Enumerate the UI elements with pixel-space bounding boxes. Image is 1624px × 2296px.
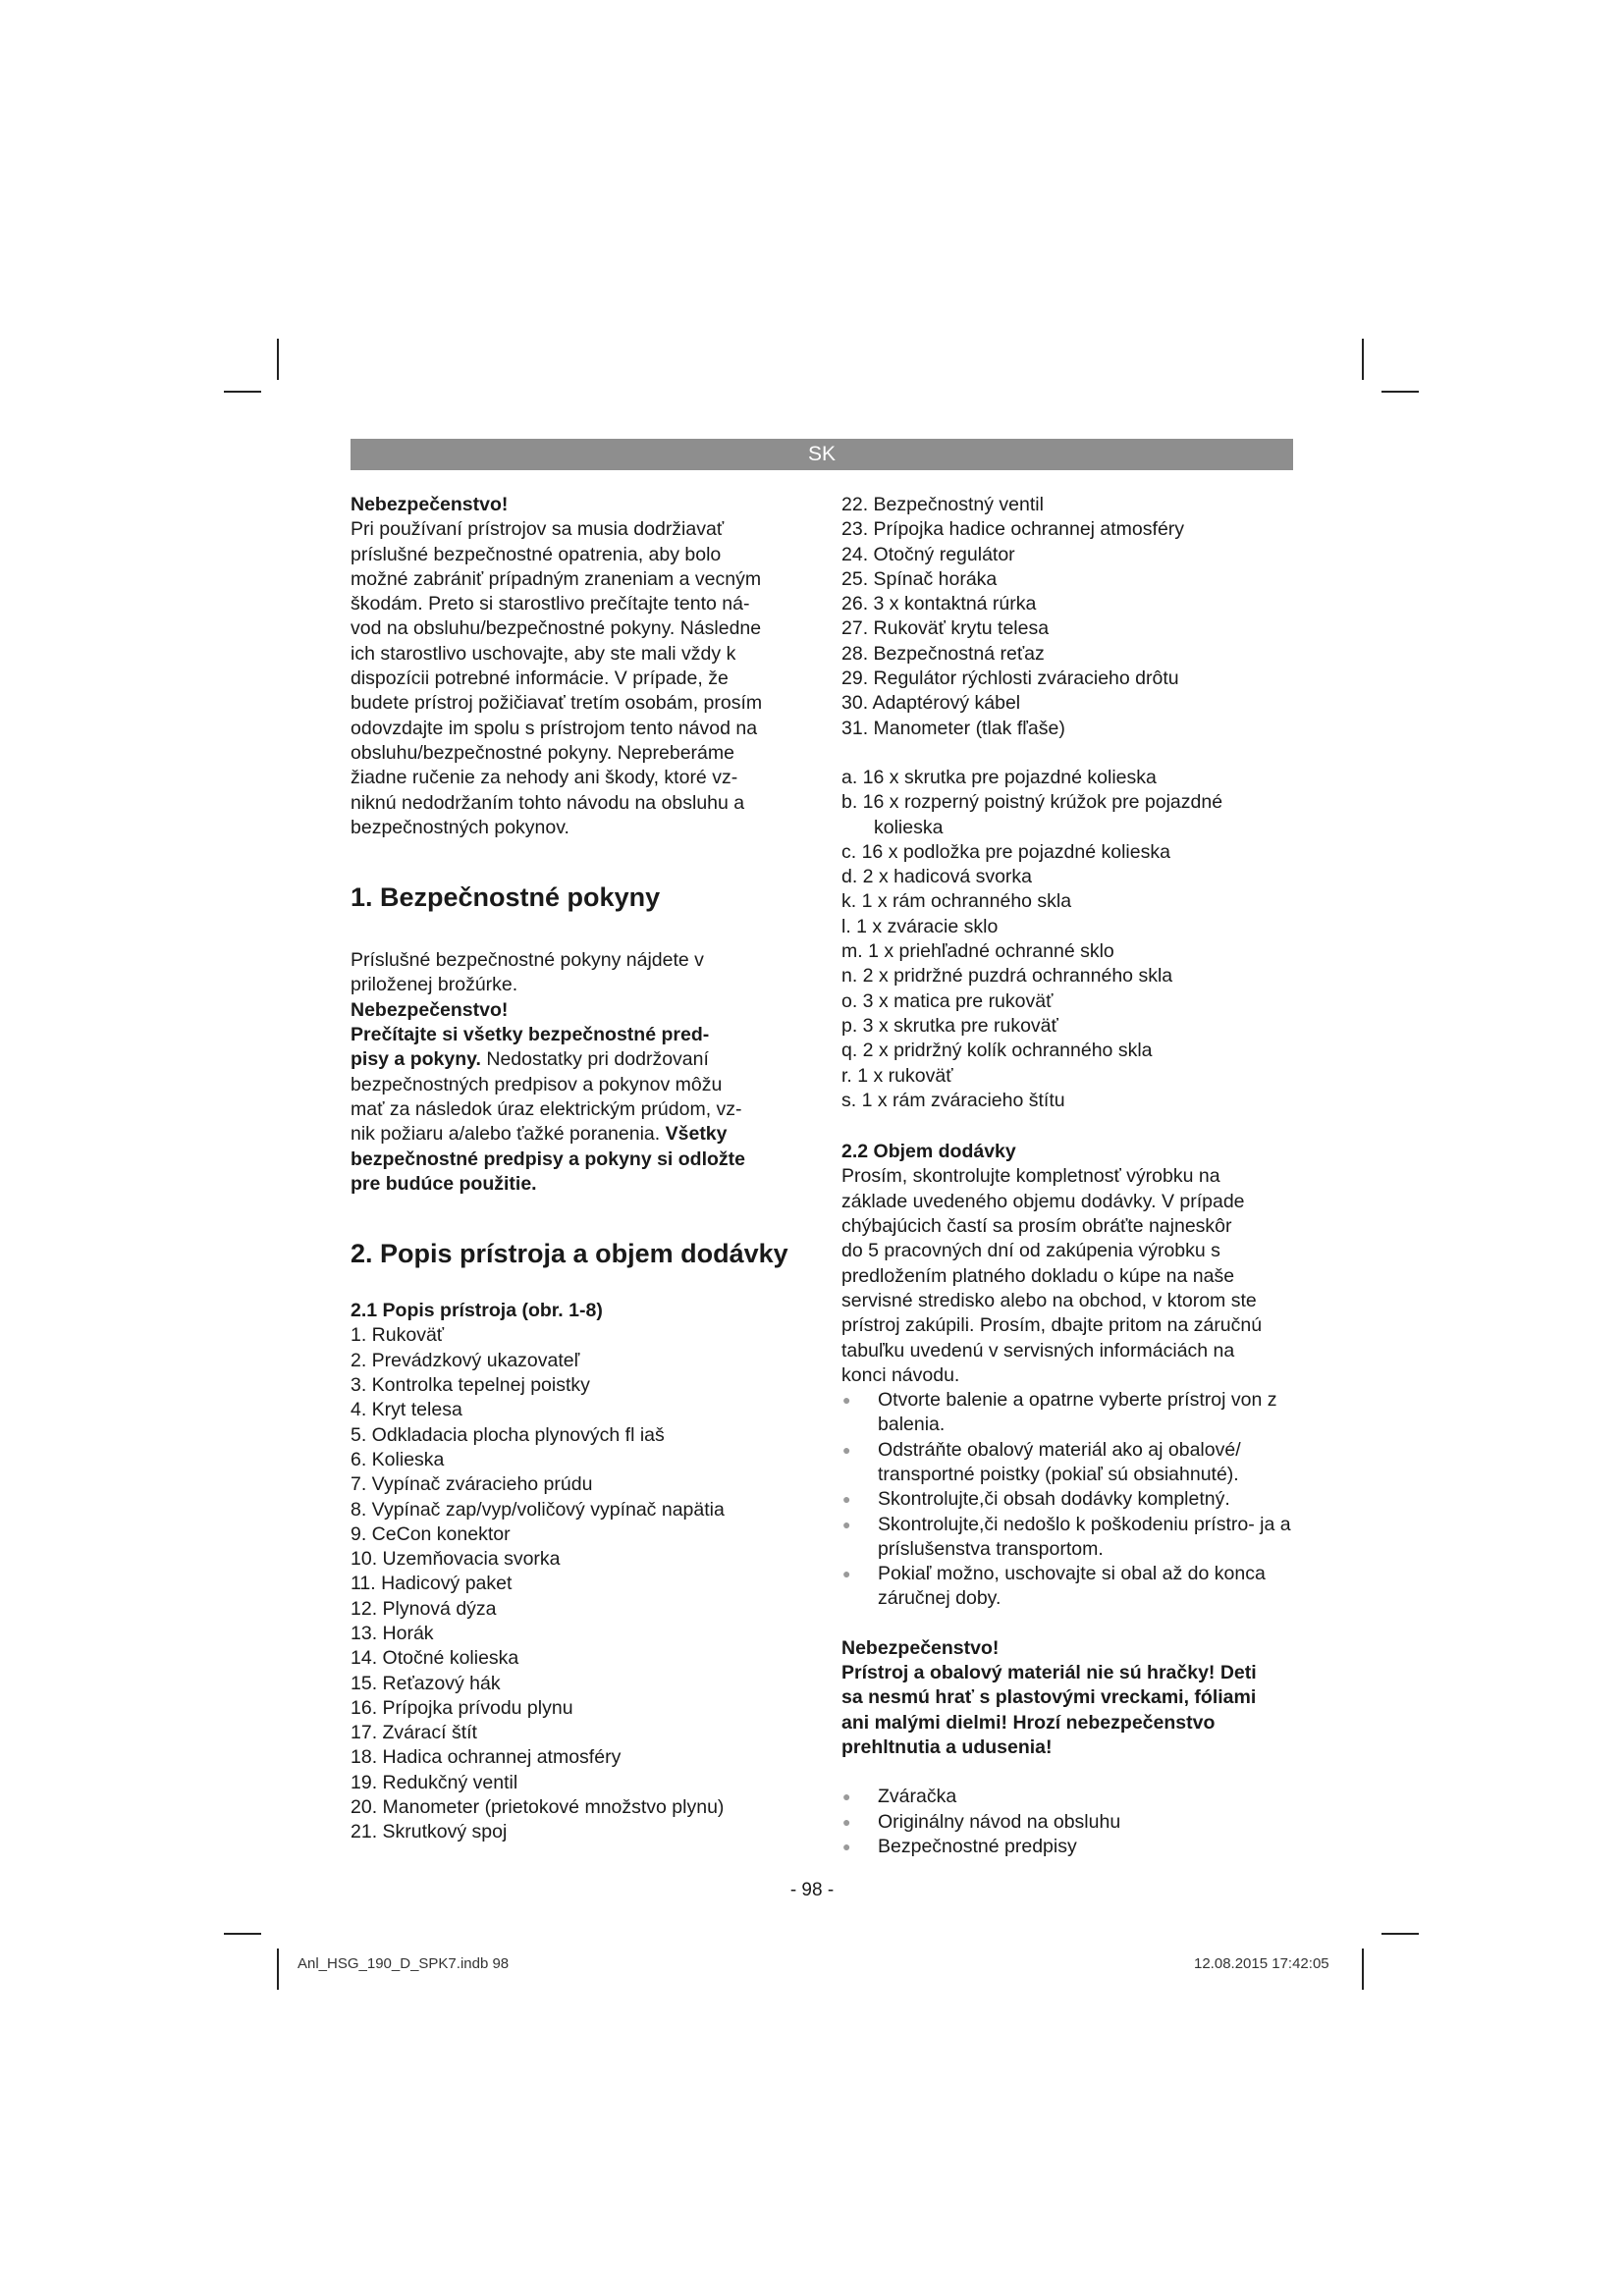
list-item: 4. Kryt telesa	[351, 1399, 462, 1421]
list-item: 7. Vypínač zváracieho prúdu	[351, 1473, 593, 1496]
list-item: 29. Regulátor rýchlosti zváracieho drôtu	[841, 667, 1179, 690]
text-line: konci návodu.	[841, 1363, 960, 1386]
text-line: sa nesmú hrať s plastovými vreckami, fóliami	[841, 1686, 1257, 1709]
parts-list	[351, 1323, 800, 1844]
bullet-item: ● Zváračka	[841, 1785, 1291, 1809]
list-item: k. 1 x rám ochranného skla	[841, 890, 1072, 913]
page-number: - 98 -	[789, 1880, 835, 1900]
list-item: 26. 3 x kontaktná rúrka	[841, 593, 1037, 615]
text-line: škodám. Preto si starostlivo prečítajte tento ná-	[351, 593, 750, 615]
list-item: 22. Bezpečnostný ventil	[841, 494, 1044, 515]
text-line: bezpečnostných pokynov.	[351, 816, 569, 838]
text-line: vod na obsluhu/bezpečnostné pokyny. Následne	[351, 617, 762, 640]
parts-list-continued	[841, 493, 1291, 741]
section-1-heading: 1. Bezpečnostné pokyny	[351, 882, 661, 913]
text-line: tabuľku uvedenú v servisných informáciách na	[841, 1339, 1235, 1362]
section-2-1-heading: 2.1 Popis prístroja (obr. 1-8)	[351, 1300, 603, 1322]
text-line: možné zabrániť prípadným zraneniam a vecným	[351, 567, 762, 590]
list-item: 11. Hadicový paket	[351, 1573, 513, 1595]
list-item: o. 3 x matica pre rukoväť	[841, 989, 1054, 1012]
list-item: 2. Prevádzkový ukazovateľ	[351, 1349, 580, 1371]
text-span: Nedostatky pri dodržovaní	[480, 1048, 709, 1071]
text-line: Príslušné bezpečnostné pokyny nájdete v	[351, 949, 704, 972]
text-line: ani malými dielmi! Hrozí nebezpečenstvo	[841, 1711, 1216, 1734]
unpacking-bullets	[841, 1388, 1291, 1612]
bullet-item: ● Originálny návod na obsluhu	[841, 1810, 1291, 1835]
crop-mark	[1381, 391, 1419, 393]
list-item: 14. Otočné kolieska	[351, 1647, 519, 1670]
print-timestamp: 12.08.2015 17:42:05	[1194, 1955, 1329, 1972]
list-item: q. 2 x pridržný kolík ochranného skla	[841, 1040, 1153, 1062]
crop-mark	[224, 391, 261, 393]
warning-text	[841, 1661, 1291, 1760]
text-line: niknú nedodržaním tohto návodu na obsluhu a	[351, 791, 745, 814]
text-line	[351, 1122, 800, 1147]
text-span: nik požiaru a/alebo ťažké poranenia.	[351, 1123, 661, 1146]
section-2-2-body	[841, 1164, 1291, 1388]
language-header-bar: SK	[351, 439, 1293, 470]
bullet-item: ● Pokiaľ možno, uschovajte si obal až do konca záručnej doby.	[841, 1562, 1291, 1612]
list-item: 28. Bezpečnostná reťaz	[841, 642, 1045, 665]
crop-mark	[1362, 1949, 1364, 1990]
list-item: 1. Rukoväť	[351, 1324, 445, 1347]
list-item: c. 16 x podložka pre pojazdné kolieska	[841, 840, 1170, 863]
text-line: základe uvedeného objemu dodávky. V prípade	[841, 1190, 1245, 1212]
text-line: odovzdajte im spolu s prístrojom tento návod na	[351, 717, 758, 739]
list-item: 31. Manometer (tlak fľaše)	[841, 717, 1065, 739]
accessories-list	[841, 766, 1291, 1113]
list-item: 15. Reťazový hák	[351, 1672, 501, 1694]
list-item: b. 16 x rozperný poistný krúžok pre pojazdné kolieska	[841, 791, 1223, 838]
list-item: 17. Zvárací štít	[351, 1722, 477, 1744]
crop-mark	[1362, 339, 1364, 380]
text-line: prehltnutia a udusenia!	[841, 1735, 1053, 1758]
text-line: chýbajúcich častí sa prosím obráťte najneskôr	[841, 1215, 1232, 1238]
warning-title: Nebezpečenstvo!	[351, 494, 509, 515]
text-line: žiadne ručenie za nehody ani škody, ktoré vz-	[351, 767, 738, 789]
list-item: 8. Vypínač zap/vyp/voličový vypínač napätia	[351, 1498, 725, 1521]
warning-title: Nebezpečenstvo!	[841, 1636, 1000, 1659]
list-item: 13. Horák	[351, 1622, 434, 1644]
crop-mark	[277, 339, 279, 380]
list-item: a. 16 x skrutka pre pojazdné kolieska	[841, 766, 1157, 788]
list-item: 12. Plynová dýza	[351, 1597, 497, 1620]
text-line: dispozícii potrebné informácie. V prípade, že	[351, 667, 729, 690]
list-item: 18. Hadica ochrannej atmosféry	[351, 1746, 622, 1769]
list-item: 21. Skrutkový spoj	[351, 1821, 508, 1843]
text-line: predložením platného dokladu o kúpe na naše	[841, 1264, 1235, 1287]
list-item: 3. Kontrolka tepelnej poistky	[351, 1374, 590, 1397]
text-line	[351, 1047, 800, 1072]
text-line: Pri používaní prístrojov sa musia dodržiavať	[351, 518, 725, 541]
bullet-item: ● Odstráňte obalový materiál ako aj obalové/ transportné poistky (pokiaľ sú obsiahnuté).	[841, 1438, 1291, 1488]
crop-mark	[224, 1933, 261, 1935]
bullet-item: ● Bezpečnostné predpisy	[841, 1835, 1291, 1859]
right-column	[841, 493, 1291, 1859]
list-item: 25. Spínač horáka	[841, 567, 998, 590]
text-line: Prečítajte si všetky bezpečnostné pred-	[351, 1024, 710, 1046]
bullet-item: ● Skontrolujte,či nedošlo k poškodeniu prístro- ja a príslušenstva transportom.	[841, 1513, 1291, 1563]
text-line: mať za následok úraz elektrickým prúdom, vz-	[351, 1097, 742, 1120]
warning-title: Nebezpečenstvo!	[351, 998, 509, 1021]
text-line: do 5 pracovných dní od zakúpenia výrobku s	[841, 1240, 1220, 1262]
list-item: 30. Adaptérový kábel	[841, 692, 1021, 715]
text-line: budete prístroj požičiavať tretím osobám, prosím	[351, 692, 763, 715]
list-item: r. 1 x rukoväť	[841, 1064, 953, 1087]
text-line: bezpečnostné predpisy a pokyny si odložte	[351, 1148, 746, 1170]
list-item: l. 1 x zváracie sklo	[841, 915, 999, 937]
text-line: Prístroj a obalový materiál nie sú hračky! Deti	[841, 1662, 1257, 1684]
list-item: 23. Prípojka hadice ochrannej atmosféry	[841, 518, 1185, 541]
left-column	[351, 493, 800, 1845]
text-line: obsluhu/bezpečnostné pokyny. Nepreberáme	[351, 741, 734, 764]
list-item: 10. Uzemňovacia svorka	[351, 1548, 561, 1571]
bullet-item: ● Skontrolujte,či obsah dodávky kompletný.	[841, 1487, 1291, 1512]
list-item: m. 1 x priehľadné ochranné sklo	[841, 940, 1114, 963]
text-line: príslušné bezpečnostné opatrenia, aby bolo	[351, 543, 722, 565]
section-1-body	[351, 948, 800, 1197]
text-line: bezpečnostných predpisov a pokynov môžu	[351, 1073, 723, 1095]
bold-span: pisy a pokyny.	[351, 1048, 481, 1071]
list-item: d. 2 x hadicová svorka	[841, 866, 1033, 888]
file-slug: Anl_HSG_190_D_SPK7.indb 98	[298, 1955, 510, 1972]
list-item: s. 1 x rám zváracieho štítu	[841, 1089, 1065, 1111]
text-line: Prosím, skontrolujte kompletnosť výrobku na	[841, 1165, 1220, 1188]
text-line: prístroj zakúpili. Prosím, dbajte pritom na záručnú	[841, 1314, 1263, 1337]
text-line: pre budúce použitie.	[351, 1172, 537, 1195]
section-2-heading: 2. Popis prístroja a objem dodávky	[351, 1239, 788, 1269]
text-line: servisné stredisko alebo na obchod, v ktorom ste	[841, 1289, 1257, 1311]
list-item: 16. Prípojka prívodu plynu	[351, 1696, 573, 1719]
list-item: p. 3 x skrutka pre rukoväť	[841, 1014, 1058, 1037]
section-2-2-heading: 2.2 Objem dodávky	[841, 1141, 1016, 1163]
list-item: n. 2 x pridržné puzdrá ochranného skla	[841, 965, 1173, 988]
delivery-contents-bullets	[841, 1785, 1291, 1859]
list-item: 19. Redukčný ventil	[351, 1771, 518, 1793]
warning-text	[351, 517, 800, 840]
bold-span: Všetky	[660, 1123, 728, 1146]
list-item: 27. Rukoväť krytu telesa	[841, 617, 1050, 640]
list-item: 5. Odkladacia plocha plynových fl iaš	[351, 1423, 665, 1446]
crop-mark	[277, 1949, 279, 1990]
list-item: 20. Manometer (prietokové množstvo plynu)	[351, 1796, 725, 1819]
list-item: 6. Kolieska	[351, 1448, 445, 1470]
text-line: priloženej brožúrke.	[351, 974, 518, 996]
text-line: ich starostlivo uschovajte, aby ste mali vždy k	[351, 642, 736, 665]
crop-mark	[1381, 1933, 1419, 1935]
list-item: 9. CeCon konektor	[351, 1522, 511, 1545]
list-item: 24. Otočný regulátor	[841, 543, 1015, 565]
bullet-item: ● Otvorte balenie a opatrne vyberte prístroj von z balenia.	[841, 1388, 1291, 1438]
